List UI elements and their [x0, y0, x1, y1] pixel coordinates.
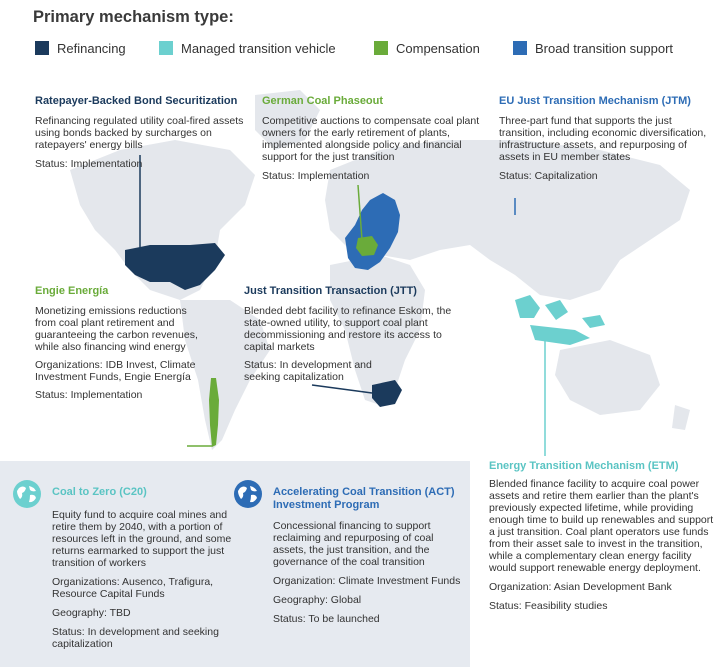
mechanism-jtt	[244, 285, 454, 383]
mechanism-description: Equity fund to acquire coal mines and retire them by 2040, with a portion of resources left in the ground, and some returns earmarked to support the just transition of workers	[52, 509, 232, 569]
mechanism-ratepayer	[35, 95, 260, 170]
legend-swatch-broad	[513, 41, 527, 55]
legend-refinancing	[35, 40, 126, 56]
legend-swatch-managed	[159, 41, 173, 55]
mechanism-engie	[35, 285, 205, 401]
southeast-asia-highlight	[515, 295, 605, 345]
mechanism-title: German Coal Phaseout	[262, 95, 384, 107]
mechanism-title: Just Transition Transaction (JTT)	[244, 285, 417, 297]
mechanism-status: Status: Capitalization	[499, 170, 598, 182]
mechanism-status: Status: Feasibility studies	[489, 600, 608, 612]
legend-label: Broad transition support	[535, 40, 674, 56]
mechanism-title: Coal to Zero (C20)	[52, 486, 147, 498]
australia-landmass	[555, 340, 660, 415]
mechanism-geography: Geography: TBD	[52, 607, 131, 619]
mechanism-title: Engie Energía	[35, 285, 109, 297]
mechanism-etm	[489, 460, 717, 612]
legend-compensation	[374, 40, 480, 56]
mechanism-organizations: Organization: Asian Development Bank	[489, 581, 672, 593]
mechanism-status: Status: In development and seeking capitalization	[52, 626, 219, 650]
legend-managed	[159, 40, 336, 56]
globe-icon	[12, 479, 42, 509]
mechanism-description: Refinancing regulated utility coal-fired assets using bonds backed by surcharges on ratepayers' energy bills	[35, 115, 244, 151]
mechanism-title: Energy Transition Mechanism (ETM)	[489, 460, 679, 472]
south-africa-highlight	[372, 380, 402, 407]
chart-heading: Primary mechanism type:	[33, 8, 234, 26]
mechanism-description: Three-part fund that supports the just transition, including economic diversification, infrastructure assets, and repurposing of assets in EU member states	[499, 115, 707, 163]
mechanism-description: Competitive auctions to compensate coal plant owners for the early retirement of plants, implemented alongside policy and financial support for the just transition	[262, 115, 480, 163]
legend-label: Managed transition vehicle	[181, 40, 336, 56]
nz-landmass	[672, 405, 690, 430]
mechanism-title: Ratepayer-Backed Bond Securitization	[35, 95, 238, 107]
mechanism-title: Accelerating Coal Transition (ACT) Investment Program	[273, 486, 455, 511]
mechanism-status: Status: Implementation	[35, 389, 143, 401]
mechanism-status: Status: Implementation	[262, 170, 370, 182]
mechanism-german	[262, 95, 484, 182]
globe-icon	[233, 479, 263, 509]
mechanism-eujtm	[499, 95, 709, 182]
mechanism-description: Concessional financing to support reclaiming and repurposing of coal assets, the just transition, and the governance of the coal transition	[273, 520, 434, 568]
legend-label: Compensation	[396, 40, 480, 56]
mechanism-description: Blended finance facility to acquire coal power assets and retire them earlier than the plant's previously expected lifetime, while providing enough time to build up renewables and support a just transition. Coal plant operators use funds from their asset sale to invest in the transition, while a complementary clean energy facility would support renewable energy deployment.	[489, 478, 714, 574]
mechanism-geography: Geography: Global	[273, 594, 362, 606]
mechanism-status: Status: To be launched	[273, 613, 380, 625]
mechanism-title: EU Just Transition Mechanism (JTM)	[499, 95, 691, 107]
mechanism-description: Monetizing emissions reductions from coal plant retirement and guaranteeing the carbon revenues, while also financing wind energy	[35, 305, 198, 353]
legend-label: Refinancing	[57, 40, 126, 56]
mechanism-c20	[52, 486, 237, 650]
legend-swatch-refinancing	[35, 41, 49, 55]
mechanism-status: Status: Implementation	[35, 158, 143, 170]
mechanism-status: Status: In development and seeking capitalization	[244, 359, 372, 383]
mechanism-organizations: Organization: Climate Investment Funds	[273, 575, 461, 587]
mechanism-description: Blended debt facility to refinance Eskom, the state-owned utility, to support coal plant decommissioning and restore its access to capital markets	[244, 305, 452, 353]
mechanism-organizations: Organizations: IDB Invest, Climate Investment Funds, Engie Energía	[35, 359, 196, 383]
mechanism-organizations: Organizations: Ausenco, Trafigura, Resource Capital Funds	[52, 576, 214, 600]
mechanism-act	[273, 486, 468, 625]
legend-swatch-compensation	[374, 41, 388, 55]
legend-broad	[513, 40, 673, 56]
